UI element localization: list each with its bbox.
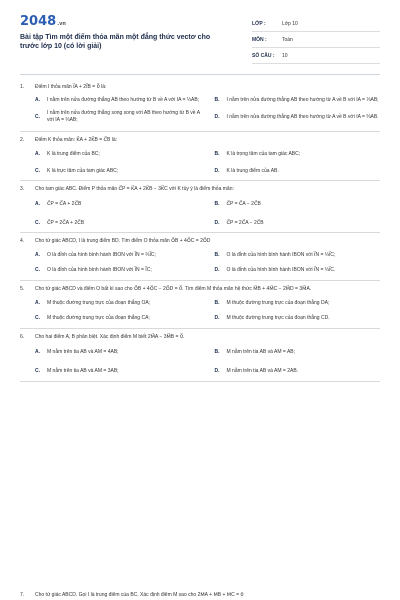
options (20, 201, 380, 227)
option-a[interactable] (35, 201, 201, 208)
question-text: Cho hai điểm A, B phân biệt. Xác định điểm M biết 2M⃗A − 3M⃗B = 0⃗. (35, 334, 185, 340)
option-c[interactable] (35, 368, 201, 375)
info-row-subject (252, 32, 380, 48)
option-c[interactable] (35, 220, 201, 227)
option-letter: C. (35, 168, 40, 174)
info-value: Lớp 10 (282, 20, 298, 27)
option-letter: C. (35, 113, 40, 120)
option-text: O là đỉnh của hình bình hành IBON với I⃗N = ⅔I⃗C; (47, 252, 156, 258)
options (20, 300, 380, 322)
question-text: Điểm I thỏa mãn I⃗A + 2I⃗B = 0⃗ là: (35, 84, 107, 90)
option-letter: C. (35, 220, 40, 226)
site-logo[interactable] (20, 14, 66, 29)
option-letter: D. (214, 267, 220, 273)
question-number: 1. (20, 84, 25, 90)
option-d[interactable] (215, 315, 381, 322)
option-text: K là trung điểm của BC; (47, 151, 100, 157)
option-text: C⃗P = 2C⃗A + 2C⃗B (47, 220, 85, 226)
question-stem (20, 84, 380, 91)
question-6 (20, 329, 380, 382)
question-2 (20, 132, 380, 181)
options (20, 252, 380, 274)
document-header (0, 0, 400, 70)
question-number: 3. (20, 186, 25, 192)
option-letter: C. (35, 368, 40, 374)
question-text: Cho tam giác ABC. Điểm P thỏa mãn C⃗P = K⃗A + 2K⃗B − 3K⃗C với K tùy ý là điểm thỏa mãn: (35, 186, 234, 192)
option-text: M thuộc đường trung trực của đoạn thẳng DA; (226, 300, 330, 306)
info-key: MÔN : (252, 36, 267, 43)
option-d[interactable] (215, 110, 381, 124)
question-stem (20, 186, 380, 193)
info-row-count (252, 48, 380, 64)
logo-suffix: .vn (57, 21, 66, 27)
option-letter: B. (214, 97, 220, 103)
question-stem (20, 286, 380, 293)
question-stem (20, 137, 380, 144)
option-text: C⃗P = 2C⃗A − 2C⃗B (226, 220, 264, 226)
option-text: M thuộc đường trung trực của đoạn thẳng CD. (226, 315, 330, 321)
question-list (20, 80, 380, 382)
option-letter: C. (35, 267, 40, 273)
question-number: 7. (20, 592, 25, 598)
option-b[interactable] (215, 300, 381, 307)
option-text: O là đỉnh của hình bình hành IBON với I⃗N = ⅓I⃗C; (226, 252, 336, 258)
option-letter: D. (214, 168, 220, 174)
option-b[interactable] (215, 97, 381, 104)
option-text: O là đỉnh của hình bình hành IBON với I⃗N = ⅓I⃗C. (226, 267, 336, 273)
info-row-class (252, 16, 380, 32)
option-letter: B. (214, 151, 220, 157)
option-text: M nằm trên tia AB và AM = 2AB. (226, 368, 299, 374)
option-a[interactable] (35, 97, 201, 104)
question-number: 5. (20, 286, 25, 292)
info-value: 10 (282, 52, 288, 59)
question-number: 4. (20, 238, 25, 244)
info-key: SỐ CÂU : (252, 52, 275, 59)
option-b[interactable] (215, 349, 381, 356)
option-text: K là trọng tâm của tam giác ABC; (226, 151, 301, 157)
question-5 (20, 281, 380, 329)
option-letter: D. (214, 368, 220, 374)
option-text: I nằm trên nửa đường thẳng AB theo hướng từ A về B với IA = ⅓AB; (226, 97, 379, 103)
option-text: M thuộc đường trung trực của đoạn thẳng CA; (47, 315, 150, 321)
option-letter: B. (214, 252, 220, 258)
options (20, 97, 380, 124)
question-stem (20, 334, 380, 341)
question-3 (20, 181, 380, 233)
option-letter: A. (35, 97, 40, 103)
option-text: M nằm trên tia AB và AM = AB; (226, 349, 296, 355)
option-c[interactable] (35, 168, 201, 175)
option-d[interactable] (215, 368, 381, 375)
question-text: Cho tứ giác ABCD, I là trung điểm BD. Tìm điểm O thỏa mãn O⃗B + 4O⃗C = 2O⃗D (35, 238, 211, 244)
question-number: 2. (20, 137, 25, 143)
option-c[interactable] (35, 315, 201, 322)
option-text: O là đỉnh của hình bình hành IBON với I⃗N = I⃗C; (47, 267, 152, 273)
options (20, 349, 380, 375)
option-d[interactable] (215, 168, 381, 175)
question-number: 6. (20, 334, 25, 340)
option-b[interactable] (215, 151, 381, 158)
option-a[interactable] (35, 151, 201, 158)
page-title: Bài tập Tìm một điểm thỏa mãn một đẳng thức vectơ cho trước lớp 10 (có lời giải) (20, 34, 211, 50)
option-d[interactable] (215, 220, 381, 227)
option-text: I nằm trên nửa đường thẳng AB theo hướng từ A về B với IA = ⅔AB. (226, 113, 379, 120)
logo-text: 2048 (20, 14, 57, 29)
option-letter: B. (214, 300, 220, 306)
info-key: LỚP : (252, 20, 266, 27)
option-letter: A. (35, 300, 40, 306)
info-table (252, 16, 380, 64)
option-d[interactable] (215, 267, 381, 274)
option-text: M nằm trên tia AB và AM = 3AB; (47, 368, 119, 374)
question-text: Cho tứ giác ABCD và điểm O bất kì sao cho O⃗B + 4O⃗C − 2O⃗D = 0⃗. Tìm điểm M thỏa mãn hệ thức M⃗B + 4M⃗C − 2M⃗D = 3M⃗A. (35, 286, 312, 292)
option-letter: C. (35, 315, 40, 321)
option-letter: D. (214, 113, 220, 120)
question-text: Điểm K thỏa mãn: K⃗A + 2K⃗B = C⃗B là: (35, 137, 118, 143)
option-b[interactable] (215, 252, 381, 259)
option-letter: A. (35, 201, 40, 207)
option-letter: D. (214, 315, 220, 321)
option-text: C⃗P = C⃗A + 2C⃗B (47, 201, 82, 207)
option-text: M thuộc đường trung trực của đoạn thẳng OA; (47, 300, 151, 306)
header-divider (20, 74, 380, 75)
question-stem (20, 238, 380, 245)
option-a[interactable] (35, 300, 201, 307)
question-1 (20, 80, 380, 132)
option-text: M nằm trên tia AB và AM = 4AB; (47, 349, 119, 355)
option-c[interactable] (35, 267, 201, 274)
question-4 (20, 233, 380, 281)
question-text: Cho tứ giác ABCD. Gọi I là trung điểm của BC. Xác định điểm M sao cho 2M⃗A + M⃗B + M⃗C = 0⃗ (35, 592, 244, 598)
option-letter: B. (214, 349, 220, 355)
option-b[interactable] (215, 201, 381, 208)
question-7-partial (20, 592, 380, 599)
option-text: I nằm trên nửa đường thẳng AB theo hướng từ B về A với IA = ⅓AB; (47, 97, 200, 103)
option-c[interactable] (35, 110, 201, 124)
option-text: C⃗P = C⃗A − 2C⃗B (226, 201, 261, 207)
info-value: Toán (282, 36, 293, 43)
option-text: K là trung điểm của AB. (226, 168, 279, 174)
option-text: K là trực tâm của tam giác ABC; (47, 168, 119, 174)
option-letter: B. (214, 201, 220, 207)
option-letter: A. (35, 151, 40, 157)
option-a[interactable] (35, 349, 201, 356)
options (20, 151, 380, 175)
option-letter: D. (214, 220, 220, 226)
option-letter: A. (35, 252, 40, 258)
option-letter: A. (35, 349, 40, 355)
option-text: I nằm trên nửa đường thẳng song song với AB theo hướng từ B về A với IA = ⅔AB; (47, 110, 200, 123)
option-a[interactable] (35, 252, 201, 259)
